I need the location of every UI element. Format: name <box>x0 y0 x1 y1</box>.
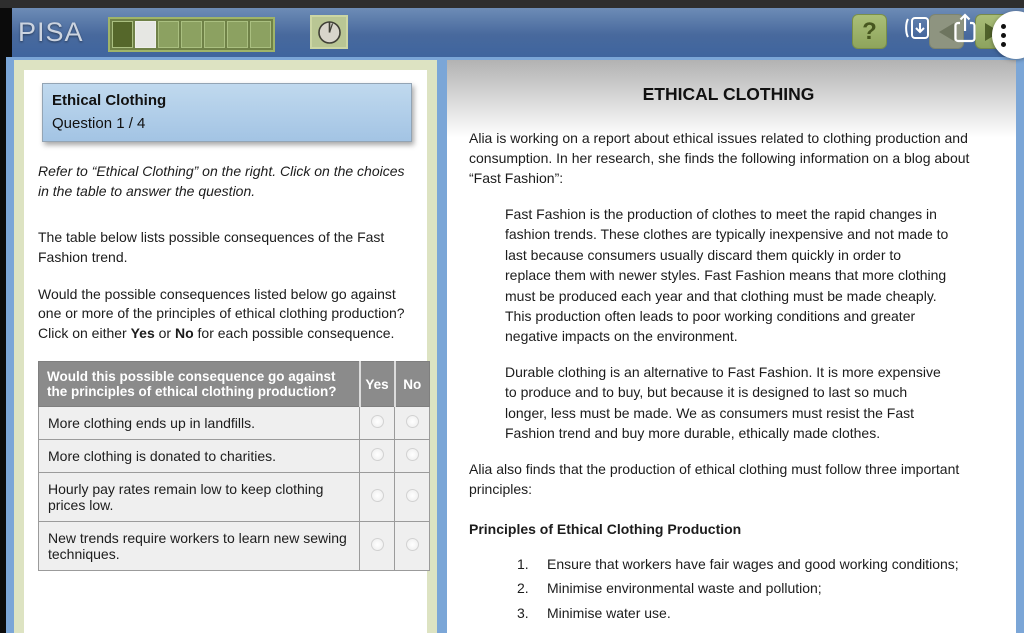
menu-dot <box>1001 33 1006 38</box>
table-header-row <box>39 362 430 407</box>
share-icon[interactable] <box>950 11 980 50</box>
progress-square <box>135 21 156 48</box>
yes-cell[interactable] <box>360 440 395 473</box>
stimulus-panel <box>447 60 1016 633</box>
list-text: Ensure that workers have fair wages and good working conditions; <box>547 555 959 572</box>
progress-square <box>158 21 179 48</box>
radio-yes-1[interactable] <box>371 415 384 428</box>
list-number: 3. <box>517 604 529 621</box>
table-header-no: No <box>395 362 430 407</box>
list-item <box>517 603 988 623</box>
table-row <box>39 407 430 440</box>
table-header-yes: Yes <box>360 362 395 407</box>
statement-cell: New trends require workers to learn new sewing techniques. <box>39 522 360 571</box>
blog-quote-fast-fashion: Fast Fashion is the production of clothes to meet the rapid changes in fashion trends. These clothes are typically inexpensive and not made to last because consumers usually discard them quickly in order to replace them with newer styles. Fast Fashion means that more clothing must be produced each year and that clothing must be made cheaply. This production often leads to poor working conditions and greater negative impacts on the environment. <box>505 205 949 345</box>
yes-cell[interactable] <box>360 473 395 522</box>
download-icon[interactable] <box>903 14 931 47</box>
radio-no-2[interactable] <box>406 448 419 461</box>
table-row <box>39 440 430 473</box>
radio-no-1[interactable] <box>406 415 419 428</box>
pisa-logo: PISA <box>18 17 84 47</box>
prompt-yes-bold: Yes <box>130 325 155 342</box>
progress-square <box>181 21 202 48</box>
statement-cell: Hourly pay rates remain low to keep clothing prices low. <box>39 473 360 522</box>
stimulus-title: ETHICAL CLOTHING <box>642 84 815 104</box>
prompt-segment: or <box>154 325 175 342</box>
list-item <box>517 554 988 574</box>
blog-quote-durable-clothing: Durable clothing is an alternative to Fast Fashion. It is more expensive to produce and to buy, but because it is designed to last so much longer, less must be made. We as consumers must resist the Fast Fashion trend and buy more durable, ethically made clothes. <box>505 363 941 442</box>
timer-icon <box>310 15 348 49</box>
table-row <box>39 522 430 571</box>
statement-cell: More clothing ends up in landfills. <box>39 407 360 440</box>
list-item <box>517 578 988 598</box>
no-cell[interactable] <box>395 473 430 522</box>
question-header-box <box>42 83 412 142</box>
yes-cell[interactable] <box>360 522 395 571</box>
prompt-segment: for each possible consequence. <box>193 325 395 342</box>
progress-square <box>112 21 133 48</box>
prompt-no-bold: No <box>174 325 194 342</box>
principles-heading: Principles of Ethical Clothing Production <box>469 520 742 537</box>
yes-cell[interactable] <box>360 407 395 440</box>
statement-cell: More clothing is donated to charities. <box>39 440 360 473</box>
help-question-mark-icon: ? <box>862 17 877 45</box>
list-text: Minimise environmental waste and pollution; <box>547 580 822 597</box>
radio-yes-4[interactable] <box>371 538 384 551</box>
principles-list <box>517 554 988 623</box>
radio-yes-2[interactable] <box>371 448 384 461</box>
no-cell[interactable] <box>395 407 430 440</box>
no-cell[interactable] <box>395 440 430 473</box>
menu-dot <box>1001 24 1006 29</box>
help-button[interactable] <box>852 14 887 49</box>
stimulus-principles-intro: Alia also finds that the production of ethical clothing must follow three important principles: <box>469 460 960 498</box>
table-row <box>39 473 430 522</box>
list-number: 2. <box>517 580 529 597</box>
answer-table <box>38 361 430 571</box>
progress-square <box>204 21 225 48</box>
radio-yes-3[interactable] <box>371 489 384 502</box>
unit-title: Ethical Clothing <box>52 92 167 109</box>
table-header-question: Would this possible consequence go against the principles of ethical clothing production? <box>39 362 360 407</box>
list-text: Minimise water use. <box>547 604 671 621</box>
instruction-text: Refer to “Ethical Clothing” on the right. Click on the choices in the table to answer the question. <box>38 163 405 199</box>
progress-square <box>250 21 271 48</box>
window-top-strip <box>0 0 1024 8</box>
question-panel <box>24 70 427 633</box>
progress-bar <box>108 17 275 52</box>
question-prompt-text <box>38 285 415 345</box>
radio-no-3[interactable] <box>406 489 419 502</box>
question-counter: Question 1 / 4 <box>52 115 146 132</box>
radio-no-4[interactable] <box>406 538 419 551</box>
test-player-banner <box>12 8 1024 57</box>
no-cell[interactable] <box>395 522 430 571</box>
content-area <box>6 57 1024 633</box>
prompt-segment: Would the possible consequences listed below go against one or more of the principles of ethical clothing production? Click on either <box>38 285 405 342</box>
question-panel-frame <box>14 60 437 633</box>
stimulus-intro: Alia is working on a report about ethical issues related to clothing production and consumption. In her research, she finds the following information on a blog about “Fast Fashion”: <box>469 129 970 187</box>
progress-square <box>227 21 248 48</box>
question-intro-text: The table below lists possible consequences of the Fast Fashion trend. <box>38 228 385 265</box>
list-number: 1. <box>517 555 529 572</box>
menu-dot <box>1001 42 1006 47</box>
